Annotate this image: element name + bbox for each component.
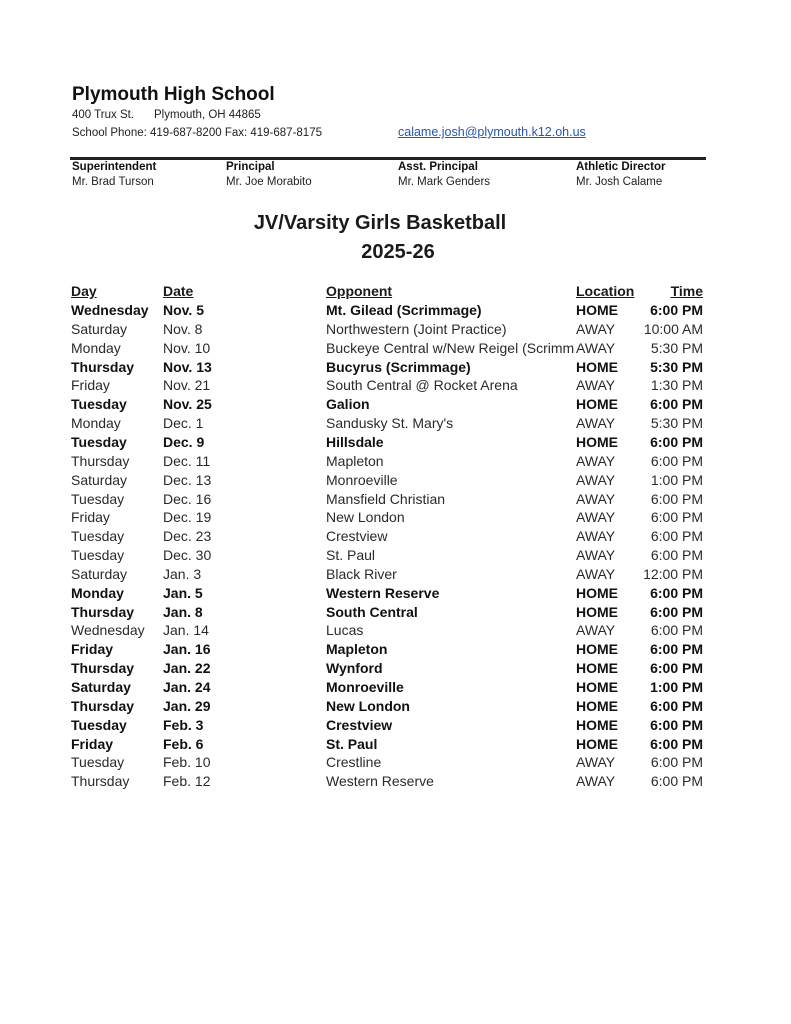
staff-role: Principal [226, 161, 275, 173]
game-time: 6:00 PM [650, 660, 703, 677]
game-date: Jan. 22 [163, 660, 211, 677]
game-opponent: St. Paul [326, 735, 378, 752]
game-time: 6:00 PM [650, 603, 703, 620]
schedule-season: 2025-26 [361, 241, 435, 263]
game-day: Thursday [71, 603, 135, 620]
game-date: Feb. 12 [163, 773, 211, 790]
game-opponent: Galion [326, 396, 370, 413]
game-time: 12:00 PM [643, 565, 703, 582]
game-time: 5:30 PM [650, 339, 703, 356]
game-opponent: South Central @ Rocket Arena [326, 377, 518, 394]
game-location: HOME [576, 641, 618, 658]
staff-athletic-director [576, 161, 665, 188]
game-row [0, 396, 791, 415]
staff-name: Mr. Joe Morabito [226, 176, 312, 188]
game-time: 6:00 PM [650, 490, 703, 507]
game-time: 6:00 PM [650, 528, 703, 545]
game-day: Tuesday [71, 528, 125, 545]
game-opponent: Hillsdale [326, 433, 384, 450]
game-opponent: Crestview [326, 716, 393, 733]
game-time: 6:00 PM [650, 584, 703, 601]
game-row [0, 528, 791, 547]
game-date: Jan. 24 [163, 679, 211, 695]
game-location: HOME [576, 396, 618, 413]
game-day: Tuesday [71, 433, 127, 450]
game-time: 6:00 PM [650, 773, 703, 790]
game-date: Dec. 16 [163, 490, 212, 507]
game-location: AWAY [576, 509, 616, 526]
game-row [0, 604, 791, 623]
game-date: Dec. 1 [163, 415, 204, 432]
column-header-day: Day [71, 283, 97, 299]
game-day: Thursday [71, 660, 135, 677]
game-day: Saturday [71, 565, 128, 582]
game-day: Monday [71, 339, 121, 356]
game-row [0, 491, 791, 510]
game-opponent: New London [326, 509, 405, 526]
game-row [0, 660, 791, 679]
game-day: Monday [71, 415, 121, 432]
game-row [0, 754, 791, 773]
game-time: 5:30 PM [650, 358, 703, 375]
game-day: Tuesday [71, 716, 127, 733]
game-time: 6:00 PM [650, 641, 703, 658]
game-time: 6:00 PM [650, 716, 703, 733]
game-time: 6:00 PM [650, 302, 703, 318]
game-opponent: Sandusky St. Mary's [326, 415, 454, 432]
game-date: Nov. 10 [163, 339, 211, 356]
game-time: 10:00 AM [643, 320, 703, 337]
game-location: HOME [576, 302, 618, 318]
game-location: AWAY [576, 415, 616, 432]
game-row [0, 717, 791, 736]
game-day: Friday [71, 509, 110, 526]
game-location: HOME [576, 735, 618, 752]
game-opponent: Crestview [326, 528, 388, 545]
game-date: Nov. 21 [163, 377, 211, 394]
column-header-opponent: Opponent [326, 283, 393, 299]
game-day: Wednesday [71, 622, 145, 639]
staff-name: Mr. Josh Calame [576, 176, 663, 188]
game-location: HOME [576, 584, 618, 601]
game-time: 1:30 PM [650, 377, 703, 394]
game-location: HOME [576, 660, 618, 677]
game-time: 6:00 PM [650, 735, 703, 752]
game-day: Saturday [71, 471, 128, 488]
game-row [0, 773, 791, 792]
game-location: AWAY [576, 471, 616, 488]
game-opponent: Monroeville [326, 679, 404, 695]
game-date: Nov. 5 [163, 302, 204, 318]
game-opponent: Black River [326, 565, 397, 582]
game-location: AWAY [576, 754, 616, 771]
game-opponent: Western Reserve [326, 584, 440, 601]
city-address: Plymouth, OH 44865 [154, 109, 261, 121]
game-date: Feb. 10 [163, 754, 211, 771]
game-day: Friday [71, 377, 110, 394]
game-opponent: St. Paul [326, 547, 376, 564]
game-time: 6:00 PM [650, 697, 703, 714]
game-location: AWAY [576, 565, 616, 582]
game-time: 6:00 PM [650, 754, 703, 771]
game-time: 1:00 PM [650, 679, 703, 695]
game-date: Nov. 25 [163, 396, 212, 413]
game-location: AWAY [576, 452, 616, 469]
game-row [0, 641, 791, 660]
game-opponent: Mapleton [326, 641, 388, 658]
game-time: 6:00 PM [650, 547, 703, 564]
staff-superintendent [72, 161, 156, 188]
game-day: Thursday [71, 697, 135, 714]
game-opponent: Buckeye Central w/New Reigel (Scrimm [326, 339, 575, 356]
email-link[interactable]: calame.josh@plymouth.k12.oh.us [398, 125, 586, 139]
game-row [0, 321, 791, 340]
game-location: AWAY [576, 490, 616, 507]
game-opponent: Western Reserve [326, 773, 434, 790]
game-location: AWAY [576, 377, 616, 394]
game-opponent: Mansfield Christian [326, 490, 446, 507]
game-location: HOME [576, 433, 618, 450]
staff-asst-principal [398, 161, 490, 188]
column-header-location: Location [576, 283, 635, 299]
game-day: Tuesday [71, 547, 125, 564]
game-date: Dec. 23 [163, 528, 212, 545]
game-location: AWAY [576, 528, 616, 545]
game-row [0, 509, 791, 528]
game-location: AWAY [576, 622, 616, 639]
game-time: 1:00 PM [650, 471, 703, 488]
game-location: AWAY [576, 773, 616, 790]
game-opponent: Northwestern (Joint Practice) [326, 320, 507, 337]
game-location: AWAY [576, 320, 616, 337]
game-date: Feb. 6 [163, 735, 204, 752]
game-date: Dec. 30 [163, 547, 212, 564]
staff-principal [226, 161, 312, 188]
game-day: Tuesday [71, 490, 125, 507]
phone-fax: School Phone: 419-687-8200 Fax: 419-687-8175 [72, 127, 322, 139]
game-time: 6:00 PM [650, 396, 703, 413]
game-day: Thursday [71, 452, 130, 469]
game-day: Saturday [71, 679, 131, 695]
game-date: Feb. 3 [163, 716, 204, 733]
game-row [0, 622, 791, 641]
game-date: Jan. 5 [163, 584, 203, 601]
game-row [0, 679, 791, 698]
schedule-title: JV/Varsity Girls Basketball [253, 212, 507, 234]
game-location: AWAY [576, 547, 616, 564]
game-date: Nov. 8 [163, 320, 203, 337]
game-row [0, 547, 791, 566]
game-time: 6:00 PM [650, 622, 703, 639]
game-row [0, 472, 791, 491]
school-address [72, 109, 261, 121]
game-date: Nov. 13 [163, 358, 212, 375]
game-opponent: New London [326, 697, 410, 714]
game-row [0, 377, 791, 396]
game-date: Dec. 9 [163, 433, 205, 450]
game-day: Friday [71, 641, 114, 658]
staff-name: Mr. Mark Genders [398, 176, 491, 188]
game-opponent: Monroeville [326, 471, 398, 488]
game-day: Tuesday [71, 754, 125, 771]
game-row [0, 585, 791, 604]
game-date: Jan. 8 [163, 603, 203, 620]
game-date: Dec. 13 [163, 471, 212, 488]
game-location: AWAY [576, 339, 616, 356]
staff-role: Asst. Principal [398, 161, 478, 173]
game-day: Tuesday [71, 396, 127, 413]
game-date: Jan. 3 [163, 565, 202, 582]
game-row [0, 736, 791, 755]
game-opponent: Mt. Gilead (Scrimmage) [326, 302, 482, 318]
game-date: Dec. 11 [163, 452, 211, 469]
game-row [0, 698, 791, 717]
game-location: HOME [576, 697, 618, 714]
game-row [0, 302, 791, 321]
game-day: Saturday [71, 320, 128, 337]
game-opponent: Mapleton [326, 452, 384, 469]
game-opponent: South Central [326, 603, 418, 620]
game-row [0, 359, 791, 378]
staff-role: Athletic Director [576, 161, 666, 173]
game-date: Dec. 19 [163, 509, 212, 526]
staff-name: Mr. Brad Turson [72, 176, 154, 188]
game-row [0, 415, 791, 434]
game-row [0, 566, 791, 585]
school-name: Plymouth High School [72, 84, 275, 105]
game-time: 6:00 PM [650, 452, 703, 469]
column-header-time: Time [670, 283, 703, 299]
game-day: Friday [71, 735, 114, 752]
game-date: Jan. 16 [163, 641, 211, 658]
game-day: Monday [71, 584, 124, 601]
game-day: Thursday [71, 773, 130, 790]
game-date: Jan. 14 [163, 622, 209, 639]
game-opponent: Wynford [326, 660, 383, 677]
game-opponent: Lucas [326, 622, 364, 639]
staff-role: Superintendent [72, 161, 157, 173]
game-day: Wednesday [71, 302, 149, 318]
schedule-header-row [0, 283, 791, 302]
game-time: 6:00 PM [650, 509, 703, 526]
game-location: HOME [576, 679, 618, 695]
game-time: 6:00 PM [650, 433, 703, 450]
column-header-date: Date [163, 283, 194, 299]
game-row [0, 453, 791, 472]
street-address: 400 Trux St. [72, 109, 135, 121]
game-opponent: Crestline [326, 754, 382, 771]
game-row [0, 434, 791, 453]
game-opponent: Bucyrus (Scrimmage) [326, 358, 471, 375]
game-location: HOME [576, 603, 618, 620]
game-row [0, 340, 791, 359]
header-divider [70, 157, 706, 160]
game-time: 5:30 PM [650, 415, 703, 432]
game-location: HOME [576, 716, 618, 733]
game-date: Jan. 29 [163, 697, 211, 714]
game-day: Thursday [71, 358, 135, 375]
game-location: HOME [576, 358, 618, 375]
